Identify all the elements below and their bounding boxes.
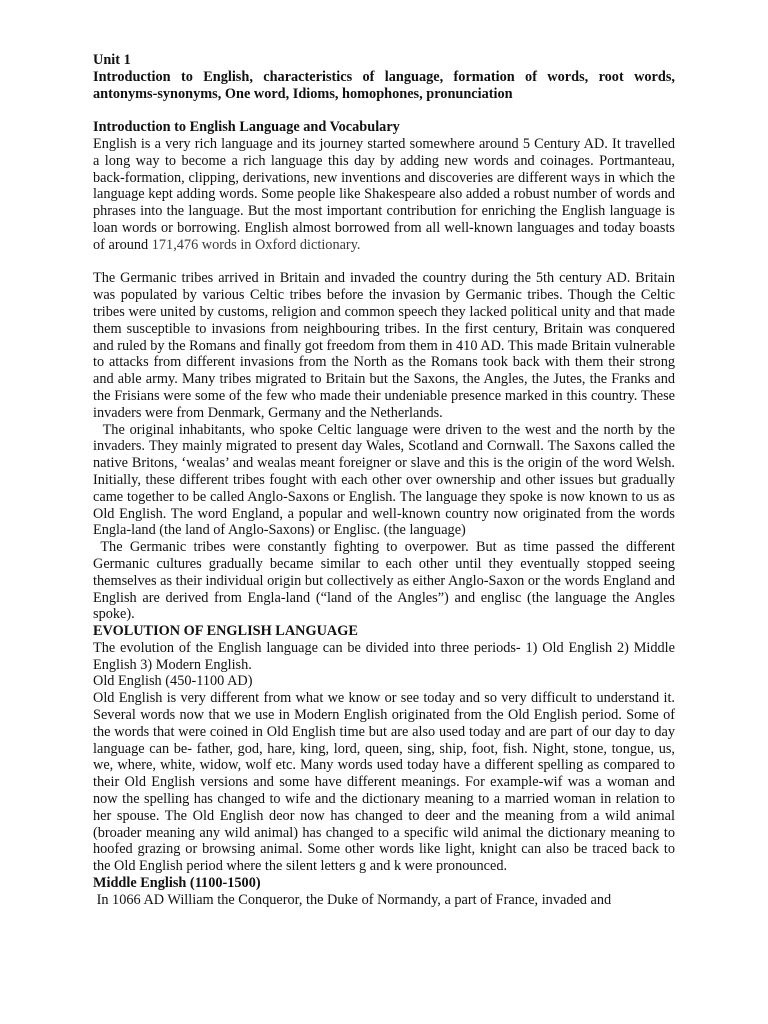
spacer (93, 102, 675, 119)
paragraph-germanic-tribes: The Germanic tribes arrived in Britain and invaded the country during the 5th century AD. Britain was populated by various Celtic tribes before the invasion by Germanic tribes. Though the Celtic tribes were united by customs, religion and common speech they lacked political unity and that made them susceptible to invasions from neighbouring tribes. In the first century, Britain was conquered and ruled by the Romans and finally got freedom from them in 410 AD. This made Britain vulnerable to attacks from different invasions from the North as the Romans took back with them their strong and able army. Many tribes migrated to Britain but the Saxons, the Angles, the Jutes, the Franks and the Frisians were some of the few who made their undeniable presence marked in this country. These invaders were from Denmark, Germany and the Netherlands. (93, 270, 675, 421)
paragraph-evolution-intro: The evolution of the English language can be divided into three periods- 1) Old English 2) Middle English 3) Modern English. (93, 639, 675, 673)
paragraph-original-inhabitants: The original inhabitants, who spoke Celtic language were driven to the west and the north by the invaders. They mainly migrated to present day Wales, Scotland and Cornwall. The Saxons called the native Britons, ‘wealas’ and wealas meant foreigner or slave and this is the origin of the word Welsh. Initially, these different tribes fought with each other over ownership and other issues but gradually came together to be called Anglo-Saxons or English. The language they spoke is now known to us as Old English. The word England, a popular and well-known country now originated from the words Engla-land (the land of Anglo-Saxons) or Englisc. (the language) (93, 421, 679, 539)
spacer (93, 254, 675, 271)
paragraph-middle-english: In 1066 AD William the Conqueror, the Duke of Normandy, a part of France, invaded and (93, 891, 612, 908)
document-page (93, 52, 679, 909)
paragraph-introduction (93, 136, 675, 254)
subheading-middle-english: Middle English (1100-1500) (93, 875, 261, 892)
paragraph-old-english: Old English is very different from what we know or see today and so very difficult to understand it. Several words now that we use in Modern English originated from the Old English period. Some of the words that were coined in Old English time but are also used today and are part of our day to day language can be- father, god, hare, king, lord, queen, sing, ship, foot, fish. Night, stone, tongue, us, we, where, white, widow, wolf etc. Many words used today have a different spelling as compared to their Old English versions and some have different meanings. For example-wif was a woman and now the spelling has changed to wife and the dictionary meaning to a married woman in relation to her spouse. The Old English deor now has changed to deer and the meaning from a wild animal (broader meaning any wild animal) has changed to a specific wild animal the dictionary meaning to hoofed grazing or browsing animal. Some other words like light, knight can also be traced back to the Old English period where the silent letters g and k were pronounced. (93, 690, 675, 875)
paragraph-germanic-cultures: The Germanic tribes were constantly fighting to overpower. But as time passed the different Germanic cultures gradually became similar to each other until they eventually stopped seeing themselves as their individual origin but collectively as either Anglo-Saxon or the words England and English are derived from Engla-land (“land of the Angles”) and englisc (the language the Angles spoke). (93, 539, 679, 623)
unit-label: Unit 1 (93, 52, 131, 68)
section-heading-introduction: Introduction to English Language and Vocabulary (93, 119, 400, 136)
document-title: Introduction to English, characteristics of language, formation of words, root words, antonyms-synonyms, One word, Idioms, homophones, pronunciation (93, 68, 675, 102)
subheading-old-english: Old English (450-1100 AD) (93, 673, 253, 690)
oxford-word-count: 171,476 words in Oxford dictionary. (148, 236, 361, 253)
paragraph-introduction-text: English is a very rich language and its journey started somewhere around 5 Century AD. It travelled a long way to become a rich language this day by adding new words and coinages. Portmanteau, back-formation, clipping, derivations, new inventions and discoveries are different ways in which the language kept adding words. Some people like Shakespeare also added a robust number of words and phrases into the language. But the most important contribution for enriching the English language is loan words or borrowing. English almost borrowed from all well-known languages and today boasts of around (93, 135, 675, 253)
section-heading-evolution: EVOLUTION OF ENGLISH LANGUAGE (93, 623, 358, 640)
